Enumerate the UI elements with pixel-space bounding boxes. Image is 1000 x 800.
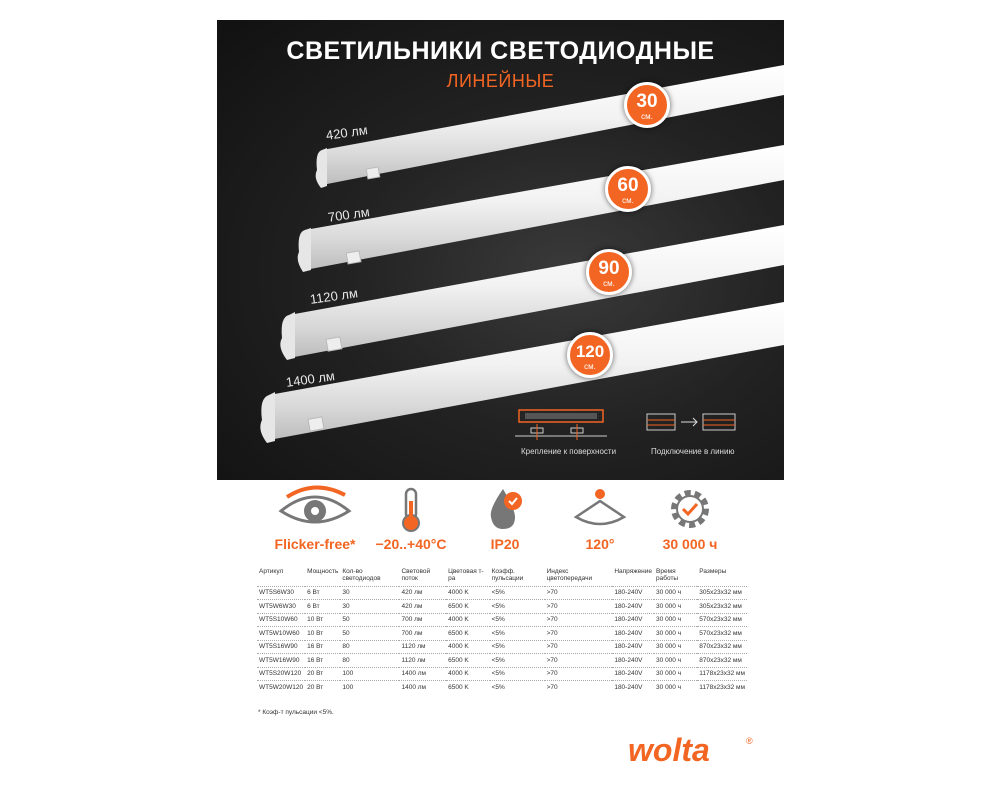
table-cell: 305x23x32 мм xyxy=(697,600,747,614)
table-cell: 50 xyxy=(340,613,399,627)
column-header: Цветовая т-ра xyxy=(448,568,484,582)
table-cell: 6500 K xyxy=(446,654,490,668)
table-cell: <5% xyxy=(490,627,545,641)
table-cell: 20 Вт xyxy=(305,667,340,681)
specs-table xyxy=(257,566,747,694)
table-cell: 420 лм xyxy=(399,586,446,600)
table-cell: 1120 лм xyxy=(399,640,446,654)
table-cell: 30 000 ч xyxy=(654,627,697,641)
table-cell: 570x23x32 мм xyxy=(697,627,747,641)
column-header: Напряжение xyxy=(614,568,653,575)
table-cell: WT5W16W90 xyxy=(257,654,305,668)
table-cell: 30 xyxy=(340,586,399,600)
column-header: Мощность xyxy=(307,568,339,575)
column-header: Время работы xyxy=(656,568,679,582)
feature-label: 30 000 ч xyxy=(662,536,718,552)
table-cell: >70 xyxy=(545,654,613,668)
feature-flicker-free xyxy=(270,485,360,552)
table-cell: 30 000 ч xyxy=(654,667,697,681)
table-cell: 4000 K xyxy=(446,667,490,681)
feature-beam-angle xyxy=(555,485,645,552)
table-cell: 6500 K xyxy=(446,600,490,614)
table-cell: 6500 K xyxy=(446,627,490,641)
table-cell: WT5W6W30 xyxy=(257,600,305,614)
table-cell: 305x23x32 мм xyxy=(697,586,747,600)
table-cell: 6 Вт xyxy=(305,600,340,614)
table-cell: >70 xyxy=(545,627,613,641)
size-badge: 120 см. xyxy=(567,332,613,378)
table-cell: 700 лм xyxy=(399,627,446,641)
surface-mount-icon xyxy=(515,406,607,444)
footnote: * Коэф-т пульсации <5%. xyxy=(258,709,334,716)
table-row xyxy=(257,627,747,641)
table-row xyxy=(257,600,747,614)
table-cell: 870x23x32 мм xyxy=(697,640,747,654)
table-row xyxy=(257,681,747,695)
table-cell: 10 Вт xyxy=(305,627,340,641)
table-cell: 80 xyxy=(340,640,399,654)
column-header: Размеры xyxy=(699,568,727,575)
table-row xyxy=(257,667,747,681)
hero-banner xyxy=(217,20,784,480)
table-cell: WT5S20W120 xyxy=(257,667,305,681)
lumens-label: 1400 лм xyxy=(285,368,336,390)
table-cell: WT5S16W90 xyxy=(257,640,305,654)
table-cell: <5% xyxy=(490,586,545,600)
feature-label: IP20 xyxy=(490,536,520,552)
table-cell: 420 лм xyxy=(399,600,446,614)
thermometer-icon xyxy=(391,485,431,533)
feature-label: Flicker-free* xyxy=(274,536,356,552)
table-cell: <5% xyxy=(490,654,545,668)
page-title: СВЕТИЛЬНИКИ СВЕТОДИОДНЫЕ xyxy=(286,37,715,65)
table-cell: <5% xyxy=(490,600,545,614)
table-cell: 30 000 ч xyxy=(654,640,697,654)
table-cell: 16 Вт xyxy=(305,640,340,654)
table-cell: 6500 K xyxy=(446,681,490,695)
table-cell: 30 000 ч xyxy=(654,600,697,614)
table-cell: WT5W20W120 xyxy=(257,681,305,695)
table-row xyxy=(257,586,747,600)
table-cell: 100 xyxy=(340,667,399,681)
table-cell: 16 Вт xyxy=(305,654,340,668)
table-cell: 180-240V xyxy=(612,586,654,600)
table-cell: 20 Вт xyxy=(305,681,340,695)
table-cell: >70 xyxy=(545,640,613,654)
table-cell: 50 xyxy=(340,627,399,641)
table-cell: 4000 K xyxy=(446,640,490,654)
feature-label: −20..+40°C xyxy=(375,536,447,552)
table-cell: 30 000 ч xyxy=(654,654,697,668)
table-cell: 4000 K xyxy=(446,586,490,600)
size-badge: 90 см. xyxy=(586,249,632,295)
lumens-label: 1120 лм xyxy=(309,285,359,307)
table-cell: 180-240V xyxy=(612,654,654,668)
page-subtitle: ЛИНЕЙНЫЕ xyxy=(446,71,555,91)
table-cell: <5% xyxy=(490,613,545,627)
feature-label: 120° xyxy=(585,536,615,552)
size-badge: 60 см. xyxy=(605,166,651,212)
column-header: Световой поток xyxy=(401,568,431,582)
table-cell: >70 xyxy=(545,600,613,614)
table-row xyxy=(257,613,747,627)
table-cell: 180-240V xyxy=(612,640,654,654)
table-cell: 4000 K xyxy=(446,613,490,627)
table-cell: WT5S6W30 xyxy=(257,586,305,600)
table-cell: 1400 лм xyxy=(399,667,446,681)
features-row xyxy=(270,485,740,560)
table-cell: >70 xyxy=(545,586,613,600)
water-drop-icon xyxy=(485,485,525,533)
table-cell: 1178x23x32 мм xyxy=(697,667,747,681)
table-cell: <5% xyxy=(490,681,545,695)
table-header-row xyxy=(257,566,747,586)
feature-temperature xyxy=(366,485,456,552)
table-cell: 1178x23x32 мм xyxy=(697,681,747,695)
column-header: Артикул xyxy=(259,568,284,575)
column-header: Индекс цветопередачи xyxy=(546,568,593,582)
table-cell: 180-240V xyxy=(612,627,654,641)
table-row xyxy=(257,640,747,654)
table-cell: >70 xyxy=(545,613,613,627)
table-cell: 570x23x32 мм xyxy=(697,613,747,627)
table-cell: 870x23x32 мм xyxy=(697,654,747,668)
table-cell: >70 xyxy=(545,667,613,681)
table-row xyxy=(257,654,747,668)
chain-connection-icon xyxy=(645,408,737,438)
table-cell: 1400 лм xyxy=(399,681,446,695)
table-cell: 80 xyxy=(340,654,399,668)
lumens-label: 700 лм xyxy=(327,204,371,225)
beam-angle-icon xyxy=(570,485,630,533)
column-header: Коэфф. пульсации xyxy=(491,568,524,582)
feature-ip-rating xyxy=(460,485,550,552)
table-cell: >70 xyxy=(545,681,613,695)
surface-mount-label: Крепление к поверхности xyxy=(521,447,617,456)
table-cell: 10 Вт xyxy=(305,613,340,627)
table-cell: 180-240V xyxy=(612,667,654,681)
table-cell: 30 000 ч xyxy=(654,681,697,695)
table-cell: 30 000 ч xyxy=(654,586,697,600)
table-cell: 100 xyxy=(340,681,399,695)
registered-mark: ® xyxy=(746,736,753,746)
table-cell: 180-240V xyxy=(612,613,654,627)
gear-check-icon xyxy=(666,485,714,533)
table-cell: 6 Вт xyxy=(305,586,340,600)
lumens-label: 420 лм xyxy=(325,122,369,143)
table-cell: WT5S10W60 xyxy=(257,613,305,627)
wolta-logo xyxy=(626,732,756,768)
table-cell: WT5W10W60 xyxy=(257,627,305,641)
table-cell: 180-240V xyxy=(612,600,654,614)
table-cell: 1120 лм xyxy=(399,654,446,668)
column-header: Кол-во светодиодов xyxy=(342,568,381,582)
logo-wordmark: wolta xyxy=(628,732,710,768)
table-cell: <5% xyxy=(490,640,545,654)
table-cell: 30 xyxy=(340,600,399,614)
eye-icon xyxy=(275,485,355,533)
size-badge: 30 см. xyxy=(624,82,670,128)
table-cell: 700 лм xyxy=(399,613,446,627)
feature-lifetime xyxy=(645,485,735,552)
table-cell: 180-240V xyxy=(612,681,654,695)
chain-connection-label: Подключение в линию xyxy=(651,447,735,456)
table-cell: 30 000 ч xyxy=(654,613,697,627)
table-cell: <5% xyxy=(490,667,545,681)
